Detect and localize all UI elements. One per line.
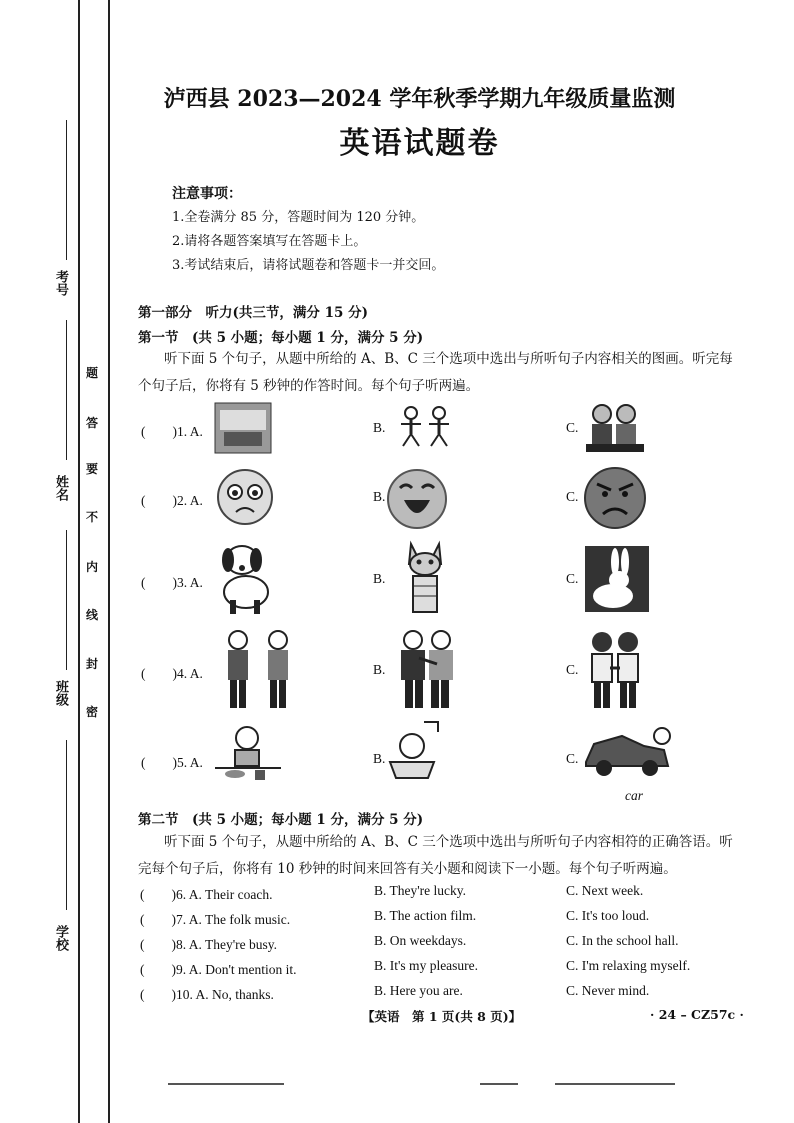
field-kaohao: 考号 [53, 270, 68, 296]
bottom-rule-right [555, 1083, 675, 1085]
seal-char: 线 [86, 608, 99, 622]
q2-option-b: B. [373, 489, 386, 504]
seal-char: 题 [86, 366, 99, 380]
question-7: ( )7. A. The folk music. [140, 912, 291, 927]
car-caption: car [625, 788, 643, 803]
q6-option-c: C. Next week. [566, 883, 644, 898]
question-5-label: ( )5. A. [141, 755, 203, 770]
q7-option-c: C. It's too loud. [566, 908, 650, 923]
q2-option-c-picture [583, 466, 647, 530]
q5-option-b: B. [373, 751, 386, 766]
q4-option-c-picture [584, 630, 646, 710]
field-banji: 班级 [53, 680, 68, 706]
q4-option-b-picture [391, 628, 463, 712]
q5-option-b-picture [388, 720, 442, 782]
q1-option-c: C. [566, 420, 579, 435]
field-xingming: 姓名 [53, 475, 68, 501]
seal-char: 密 [86, 705, 99, 719]
question-10: ( )10. A. No, thanks. [140, 987, 274, 1002]
question-4-label: ( )4. A. [141, 666, 203, 681]
q6-option-b: B. They're lucky. [374, 883, 467, 898]
q1-option-b: B. [373, 420, 386, 435]
q3-option-b: B. [373, 571, 386, 586]
q10-option-b: B. Here you are. [374, 983, 463, 998]
section1-instructions: 听下面 5 个句子，从题中所给的 A、B、C 三个选项中选出与所听句子内容相关的图画。听完每个句子后，你将有 5 秒钟的作答时间。每个句子听两遍。 [138, 351, 733, 394]
seal-char: 要 [86, 462, 99, 476]
binding-line-right [108, 0, 110, 1123]
q4-option-b: B. [373, 662, 386, 677]
q2-option-a-picture [216, 468, 274, 526]
page-footer: 【英语 第 1 页(共 8 页)】 [362, 1009, 522, 1024]
section2-instructions: 听下面 5 个句子，从题中所给的 A、B、C 三个选项中选出与所听句子内容相符的正确答语。听完每个句子后，你将有 10 秒钟的时间来回答有关小题和阅读下一小题。每个句子听两遍。 [138, 834, 733, 877]
q3-option-c: C. [566, 571, 579, 586]
q2-option-c: C. [566, 489, 579, 504]
notes-block [172, 182, 444, 278]
q8-option-b: B. On weekdays. [374, 933, 467, 948]
q2-option-b-picture [386, 468, 448, 530]
xuexiao-line [66, 740, 67, 910]
exam-title: 泸西县 2023—2024 学年秋季学期九年级质量监测 [163, 86, 676, 112]
q5-option-a-picture [215, 724, 281, 784]
exam-subtitle: 英语试题卷 [339, 126, 500, 161]
q1-option-a-picture [214, 402, 272, 454]
field-xuexiao: 学校 [53, 925, 68, 951]
q1-option-b-picture [397, 404, 457, 450]
q8-option-c: C. In the school hall. [566, 933, 679, 948]
q3-option-c-picture [585, 546, 649, 612]
binding-line-left [78, 0, 80, 1123]
bottom-rule-left [168, 1083, 284, 1085]
seal-char: 答 [86, 416, 99, 430]
question-6: ( )6. A. Their coach. [140, 887, 273, 902]
seal-char: 内 [86, 560, 99, 574]
question-9: ( )9. A. Don't mention it. [140, 962, 297, 977]
note-item: 3.考试结束后，请将试题卷和答题卡一并交回。 [172, 258, 445, 273]
note-item: 2.请将各题答案填写在答题卡上。 [172, 234, 367, 249]
section2-title: 第二节 (共 5 小题；每小题 1 分，满分 5 分) [138, 812, 424, 828]
banji-line [66, 530, 67, 670]
q5-option-c: C. [566, 751, 579, 766]
notes-heading: 注意事项： [172, 186, 242, 202]
seal-char: 封 [86, 657, 99, 671]
q9-option-b: B. It's my pleasure. [374, 958, 479, 973]
question-8: ( )8. A. They're busy. [140, 937, 278, 952]
q5-option-c-picture [582, 722, 674, 784]
xingming-line [66, 320, 67, 460]
q3-option-b-picture [399, 540, 451, 616]
seal-char: 不 [86, 510, 99, 524]
section1-title: 第一节 (共 5 小题；每小题 1 分，满分 5 分) [138, 330, 424, 346]
q7-option-b: B. The action film. [374, 908, 477, 923]
question-3-label: ( )3. A. [141, 575, 203, 590]
exam-code: · 24 – CZ57c · [650, 1007, 744, 1022]
question-1-label: ( )1. A. [141, 424, 203, 439]
q4-option-a-picture [214, 628, 302, 712]
part1-title: 第一部分 听力(共三节，满分 15 分) [138, 305, 368, 321]
question-2-label: ( )2. A. [141, 493, 203, 508]
q4-option-c: C. [566, 662, 579, 677]
q3-option-a-picture [212, 540, 278, 616]
note-item: 1.全卷满分 85 分，答题时间为 120 分钟。 [172, 210, 425, 225]
bottom-rule-middle [480, 1083, 518, 1085]
q9-option-c: C. I'm relaxing myself. [566, 958, 691, 973]
q1-option-c-picture [584, 400, 646, 456]
q10-option-c: C. Never mind. [566, 983, 650, 998]
